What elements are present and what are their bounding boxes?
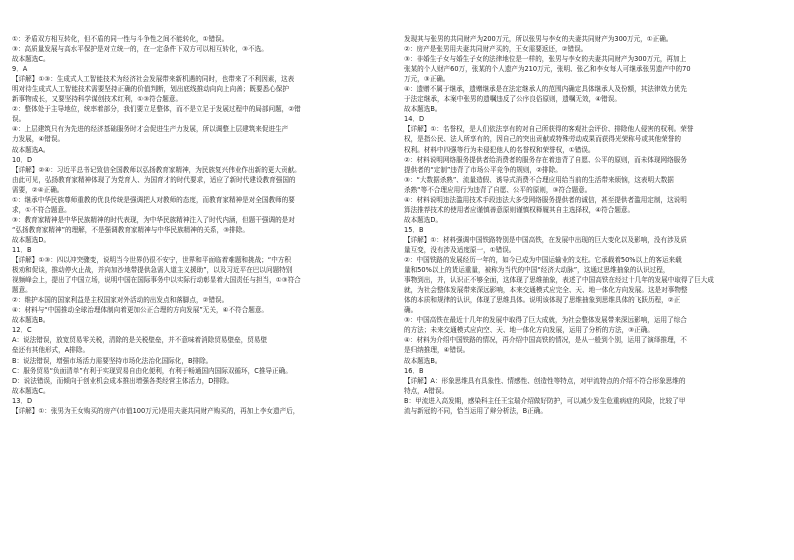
text-line: 就，为社会整体发展带来深远影响，本来交通模式应完全、天、地一体化方向发展。这是对事物整: [404, 286, 688, 295]
text-line: 故本题选D。: [12, 235, 51, 244]
text-line: 求，①不符合题意。: [12, 205, 71, 214]
text-line: B：甲流进入高发期，感染科主任王宝瑞介绍做好防护，可以减少发生危重病症的风险，比较了甲: [404, 396, 686, 405]
text-line: ④：材料为介绍中国铁路的情况，再介绍中国高铁的情况，是从一般到个别，运用了演绎推理，不: [404, 336, 687, 345]
text-line: 10．D: [12, 155, 33, 164]
text-line: 故本题选A。: [12, 145, 50, 154]
text-line: 的方法；未来交通模式应向空、天、地一体化方向发展，运用了分析的方法，③正确。: [404, 326, 654, 335]
text-line: ④：遗赠不属于继承，遗赠继承是在法定继承人的范围内确定具体继承人及份额，其法律效力优先: [404, 85, 687, 94]
answer-analysis-label: 【详解】: [404, 125, 431, 134]
text-line: 垒还有其他形式，A排除。: [12, 346, 90, 355]
text-line: 万元，③正确。: [404, 75, 450, 84]
text-line: A：说法错误，放宽贸易零关税，清除的是关税壁垒，并不意味着消除贸易壁垒，贸易壁: [12, 336, 268, 345]
text-line: [12, 255, 388, 265]
answer-analysis-label: 【详解】: [12, 75, 39, 84]
text-line: 故本题选B。: [404, 356, 442, 365]
answer-analysis-label: 【详解】: [12, 165, 39, 174]
text-line: 由此可见，弘扬教育家精神体现了为党育人、为国育才的时代要求，适应了新时代建设教育强国的: [12, 175, 296, 184]
text-line: 16．B: [404, 366, 424, 375]
text-line: ②：维护本国的国家利益是主权国家对外活动的出发点和落脚点，②错误。: [12, 296, 229, 305]
text-line: 明对待生成式人工智能技术需要坚持正确的价值判断，划出底线推动向向上向善；既要悉心保护: [12, 85, 289, 94]
text-line: [404, 376, 782, 386]
text-line: ①：矛盾双方相互转化，但不盾的同一性与斗争性之间不能转化，①错误。: [12, 35, 229, 43]
text-line: 11．B: [12, 245, 32, 254]
text-line: 极劝和促谈，推动停火止战，并向加沙地带提供急需人道主义援助”，以及习近平在巴以问题特别: [12, 266, 293, 275]
answer-analysis-label: 【详解】: [12, 256, 39, 265]
text-line: 新事物成长，又要坚持科学谋创技术红利，①③符合题意。: [12, 95, 183, 104]
text-line: ③：中国高铁在最近十几年的发展中取得了巨大成就，为社会整体发展带来深远影响，运用了综合: [404, 316, 687, 325]
text-line: 于法定继承，本案中张男的遗嘱违反了公序良俗原则，遗嘱无效，④错误。: [404, 95, 621, 104]
answer-analysis-label: 【详解】: [12, 406, 39, 415]
text-line: 故本题选C。: [12, 386, 50, 395]
text-line: 张某的个人财产60万，张某的个人遗产为210万元，张明、张乙和李女每人可继承张男遗产中的70: [404, 65, 691, 74]
text-line: 杀熟“等不合理应用行为违背了自愿、公平的原则，③符合题意。: [404, 185, 592, 194]
text-line: 15．B: [404, 225, 424, 234]
text-line: D：说法错误，而倾向于创业机会成本推出增强各类经营主体活力，D排除。: [12, 376, 234, 385]
text-line: 力发展，④错误。: [12, 135, 65, 144]
left-column: [12, 34, 388, 416]
analysis-text: ①：材料强调中国铁路特别是中国高铁，在发展中出现的巨大变化以及影响，没有涉及质: [430, 235, 687, 244]
text-line: 事物到出，并，认识正不够全面，这体现了思维抽象，表述了中国高铁在经过十几年的发展中取得了巨大成: [404, 276, 714, 285]
right-column: [404, 34, 782, 416]
text-line: 体的本质和规律的认识，体现了思维具体。说明该体现了思维抽象到思维具体的飞跃历程，②正: [404, 296, 681, 305]
text-line: ②：房产是张男用夫妻共同财产买的，王女需要返还，②错误。: [404, 45, 588, 54]
text-line: 特点，A错误。: [404, 386, 449, 395]
text-line: ④：上层建筑只有为先进的经济基础服务时才会促进生产力发展，所以调整上层建筑来促进生产: [12, 125, 289, 134]
text-line: ②：整体处于主导地位，统率着部分，我们要立足整体，而不是立足于发展过程中的局部问题，②错: [12, 105, 301, 114]
text-line: “弘扬教育家精神”的理解，不是强调教育家精神与中华民族精神的关系，③排除。: [12, 225, 249, 234]
text-line: 故本题选D。: [404, 215, 443, 224]
analysis-text: ①③：四以冲突骤变，说明当今世界仍很不安宁，世界和平面临着难题和挑战；“中方积: [38, 256, 291, 265]
analysis-text: A：形象思维具有具象性、情感性、创造性等特点，对甲流特点的介绍不符合形象思维的: [430, 376, 686, 385]
text-line: [12, 406, 388, 416]
text-line: 量和50%以上的货运重量，被称为当代的中国“经济大动脉”，这通过思维抽象的认识过程，: [404, 266, 670, 275]
text-line: 确。: [404, 306, 418, 315]
text-line: [12, 74, 388, 84]
text-line: 提供者的“定制”违背了市场公平竞争的规则，②排除。: [404, 165, 562, 174]
text-line: 故本题选B。: [404, 105, 442, 114]
text-line: 9．A: [12, 65, 28, 74]
text-line: ③：非婚生子女与婚生子女的法律地位是一样的，张男与李女的夫妻共同财产为300万元，再加上: [404, 55, 687, 64]
answer-analysis-label: 【详解】: [404, 235, 431, 244]
text-line: ③：“大数据杀熟”、流量造假、诱导式消费不合理应用给当前的生活带来烦恼，这表明大数据: [404, 175, 674, 184]
text-line: 发现其与张男的共同财产为200万元，所以张男与李女的夫妻共同财产为300万元，①正确。: [404, 35, 673, 43]
text-line: 14．D: [404, 115, 425, 124]
text-line: [404, 124, 782, 134]
text-line: ①：继承中华民族尊师重教的优良传统是强调把人对教师的态度，而教育家精神是对全国教师的要: [12, 195, 295, 204]
text-line: 权利。材料中四强等行为未侵犯他人的名誉权和荣誉权，①错误。: [404, 145, 595, 154]
text-line: ④：材料与“中国推动全球治理体制向着更加公正合理的方向发展”无关，④不符合题意。: [12, 306, 269, 315]
text-line: 量互变，没有涉及适度原一，①错误。: [404, 245, 516, 254]
text-line: ③：高质量发展与高水平保护是对立统一的，在一定条件下双方可以相互转化，③不选。: [12, 45, 268, 54]
text-line: 算法推荐技术的使用者应谨慎善意原则谨慎权释履其自主选择权，④符合题意。: [404, 205, 635, 214]
text-line: ④：材料说明违法滥用技术手段违法大多受网络服务提供者的诚信，甚至提供者滥用定制，这说明: [404, 195, 687, 204]
analysis-text: ①：名誉权，是人们依法享有的对自己所获得的客观社会评价、排除他人侵害的权利。荣誉: [430, 125, 694, 134]
text-line: 误。: [12, 115, 26, 124]
text-line: 12．C: [12, 326, 32, 335]
text-line: 故本题选C。: [12, 55, 50, 64]
text-line: [404, 235, 782, 245]
analysis-text: ①：张男为王女购买的房产(市值100万元)是用夫妻共同财产购买的，再加上李女遗产后，: [38, 406, 300, 415]
text-line: C：服务贸易“负面清单”有利于实现贸易自由化便利，有利于畅通国内国际双循环，C推导正确。: [12, 366, 292, 375]
text-line: [12, 165, 388, 175]
text-line: 视频峰会上，提出了中国立场，说明中国在国际事务中以实际行动彰显着大国责任与担当，①③符合: [12, 276, 301, 285]
text-line: B：说法错误，增强市场活力需要坚持市场化法治化国际化，B排除。: [12, 356, 213, 365]
text-line: ②：材料说明网络服务提供者给消费者的服务存在着违背了自愿、公平的原则，而未体现网络服务: [404, 155, 687, 164]
analysis-text: ②④：习近平总书记致信全国教师以弘扬教育家精神，为民族复兴伟业作出新的更大贡献。: [38, 165, 301, 174]
text-line: 需要，②④正确。: [12, 185, 64, 194]
text-line: 故本题选B。: [12, 316, 50, 325]
text-line: 13．D: [12, 396, 33, 405]
text-line: 权，是指公民、法人所享有的，因自己的突出贡献或特殊劳动成果而获得光荣称号或其他荣誉的: [404, 135, 681, 144]
text-line: ②：中国铁路的发展经历一年的，如今已成为中国运输业的支柱。它承载着50%以上的客运来载: [404, 256, 682, 265]
text-line: 是归纳推理，④错误。: [404, 346, 470, 355]
text-line: 题意。: [12, 286, 32, 295]
analysis-text: ①③：生成式人工智能技术为经济社会发展带来新机遇的同时，也带来了不利因素，这表: [38, 75, 295, 84]
text-line: 流与新冠的不同，恰当运用了辩分析法，B正确。: [404, 406, 547, 415]
text-line: ③：教育家精神是中华民族精神的时代表现，为中华民族精神注入了时代内涵，但题干强调的是对: [12, 215, 295, 224]
answer-analysis-label: 【详解】: [404, 376, 431, 385]
